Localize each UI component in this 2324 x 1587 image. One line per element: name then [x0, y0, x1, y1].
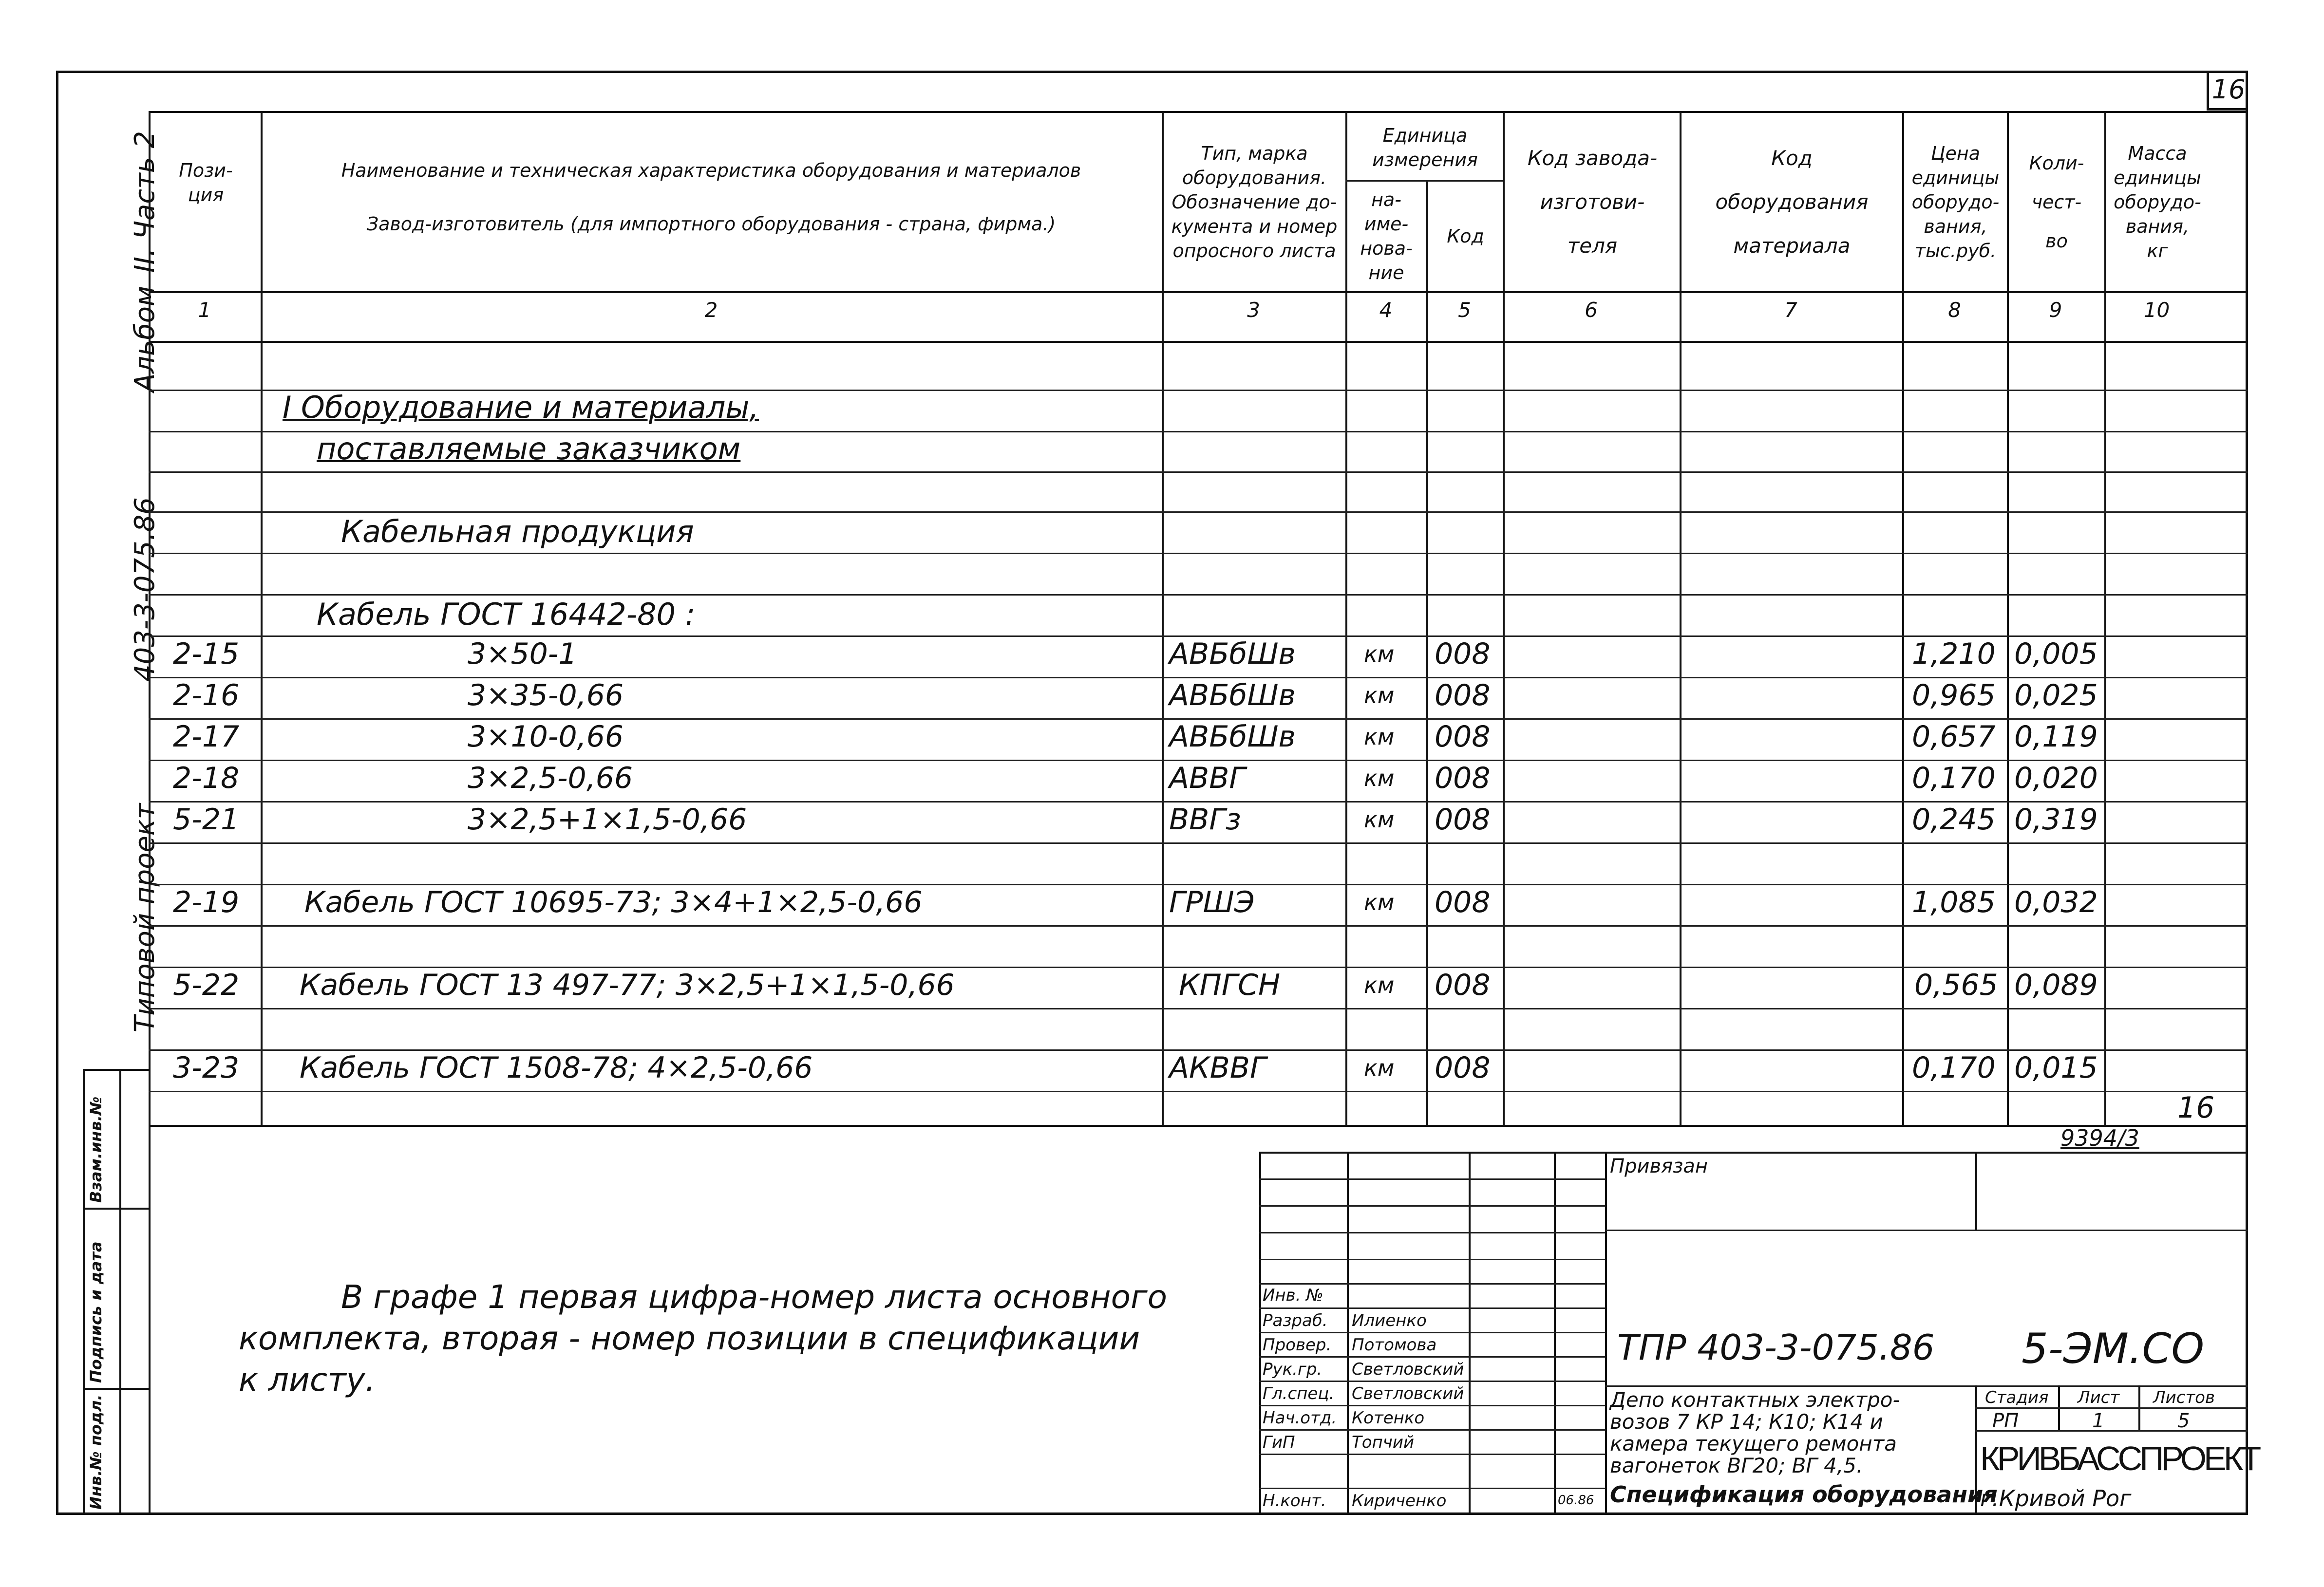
sheet-title: Спецификация оборудования	[1610, 1481, 1998, 1508]
stage-value: РП	[1992, 1410, 2019, 1432]
row-name: 3×50-1	[468, 637, 577, 671]
row-name: Кабель ГОСТ 10695-73; 3×4+1×2,5-0,66	[304, 885, 923, 919]
stamp-role: Разраб.	[1263, 1311, 1328, 1330]
row-pos: 5-22	[173, 968, 240, 1002]
row-unit: км	[1364, 972, 1395, 998]
row-type: ГРШЭ	[1169, 885, 1255, 919]
organization-city: г.Кривой Рог	[1980, 1485, 2132, 1512]
organization: КРИВБАССПРОЕКТ	[1980, 1439, 2259, 1477]
row-code: 008	[1435, 720, 1491, 754]
left-strip-inv: Инв.№ подл.	[87, 1394, 105, 1510]
row-type: АВБбШв	[1169, 678, 1296, 712]
header-price: Цена единицы оборудо- вания, тыс.руб.	[1911, 143, 2000, 261]
stamp-role: Рук.гр.	[1263, 1360, 1323, 1379]
row-unit: км	[1364, 765, 1395, 791]
header-type: Тип, марка оборудования. Обозначение до- кумента и номер опросного листа	[1171, 143, 1338, 261]
row-price: 0,565	[1914, 968, 1998, 1002]
header-maker-code: Код завода- изготови- теля	[1527, 146, 1658, 258]
row-code: 008	[1435, 637, 1491, 671]
header-unit: Единица измерения	[1372, 124, 1478, 170]
row-pos: 2-18	[173, 761, 240, 795]
object-line2: возов 7 КР 14; К10; К14 и	[1610, 1410, 1883, 1434]
row-price: 1,210	[1912, 637, 1996, 671]
row-code: 008	[1435, 803, 1491, 837]
col-num-4: 4	[1379, 298, 1393, 322]
header-equipment-code: Код оборудования материала	[1715, 146, 1869, 258]
row-qty: 0,005	[2014, 637, 2098, 671]
row-code: 008	[1435, 678, 1491, 712]
left-strip-sign: Подпись и дата	[87, 1241, 105, 1383]
row-price: 0,657	[1912, 720, 1996, 754]
row-unit: км	[1364, 1055, 1395, 1081]
section-subtitle: Кабельная продукция	[341, 514, 694, 549]
header-unit-code: Код	[1447, 225, 1484, 247]
col-num-6: 6	[1585, 298, 1598, 322]
row-type: ВВГз	[1169, 803, 1241, 837]
stamp-name: Потомова	[1352, 1335, 1437, 1355]
header-unit-name: на- име- нова- ние	[1360, 189, 1413, 283]
row-qty: 0,032	[2014, 885, 2098, 919]
row-type: АКВВГ	[1169, 1051, 1266, 1085]
row-price: 0,170	[1912, 761, 1996, 795]
cable-group: Кабель ГОСТ 16442-80 :	[317, 597, 696, 632]
row-code: 008	[1435, 968, 1491, 1002]
doc-code: ТПР 403-3-075.86	[1617, 1327, 1935, 1368]
row-pos: 2-17	[173, 720, 240, 754]
row-qty: 0,089	[2014, 968, 2098, 1002]
stamp-name: Илиенко	[1352, 1311, 1427, 1330]
sheets-label: Листов	[2153, 1388, 2215, 1407]
row-code: 008	[1435, 1051, 1491, 1085]
row-name: 3×10-0,66	[468, 720, 624, 754]
row-price: 0,245	[1912, 803, 1996, 837]
side-title-project: Типовой проект	[129, 803, 161, 1032]
row-name: 3×2,5-0,66	[468, 761, 633, 795]
sheets-value: 5	[2177, 1410, 2190, 1432]
row-qty: 0,015	[2014, 1051, 2098, 1085]
side-title-album: Альбом	[129, 285, 161, 392]
note-line1: В графе 1 первая цифра-номер листа основного	[341, 1278, 1168, 1316]
col-num-3: 3	[1247, 298, 1260, 322]
archive-number: 9394/3	[2060, 1125, 2139, 1151]
col-num-9: 9	[2049, 298, 2062, 322]
side-title-code: 403-3-075.86	[129, 497, 161, 682]
stamp-name: Топчий	[1352, 1433, 1415, 1452]
stamp-role: Провер.	[1263, 1335, 1332, 1355]
note-line3: к листу.	[239, 1361, 376, 1399]
stamp-name: Светловский	[1352, 1360, 1464, 1379]
row-unit: км	[1364, 889, 1395, 915]
row-unit: км	[1364, 724, 1395, 750]
stamp-date: 06.86	[1558, 1493, 1594, 1508]
left-strip-replace: Взам.инв.№	[87, 1096, 105, 1203]
sheet-number: 16	[2207, 71, 2248, 111]
col-num-8: 8	[1948, 298, 1961, 322]
row-qty: 0,020	[2014, 761, 2098, 795]
page-mark: 16	[2177, 1091, 2215, 1125]
row-price: 1,085	[1912, 885, 1996, 919]
header-name-line1: Наименование и техническая характеристика оборудования и материалов	[341, 160, 1081, 181]
row-unit: км	[1364, 682, 1395, 709]
stamp-role: ГиП	[1263, 1433, 1295, 1452]
row-pos: 2-16	[173, 678, 240, 712]
row-qty: 0,119	[2014, 720, 2098, 754]
stamp-name: Кириченко	[1352, 1491, 1447, 1511]
row-qty: 0,319	[2014, 803, 2098, 837]
row-unit: км	[1364, 806, 1395, 833]
header-position: Пози- ция	[179, 160, 233, 205]
section-title-line2: поставляемые заказчиком	[317, 431, 741, 467]
row-pos: 2-15	[173, 637, 240, 671]
col-num-10: 10	[2143, 298, 2170, 322]
row-type: АВБбШв	[1169, 720, 1296, 754]
section-title-line1: I Оборудование и материалы,	[283, 390, 759, 425]
row-name: 3×35-0,66	[468, 678, 624, 712]
row-name: 3×2,5+1×1,5-0,66	[468, 803, 747, 837]
row-type: АВБбШв	[1169, 637, 1296, 671]
object-line4: вагонеток ВГ20; ВГ 4,5.	[1610, 1454, 1863, 1477]
col-num-5: 5	[1458, 298, 1471, 322]
row-unit: км	[1364, 641, 1395, 667]
row-code: 008	[1435, 761, 1491, 795]
header-name-line2: Завод-изготовитель (для импортного оборудования - страна, фирма.)	[366, 213, 1056, 235]
object-line1: Депо контактных электро-	[1610, 1388, 1900, 1412]
row-pos: 2-19	[173, 885, 240, 919]
stamp-name: Котенко	[1352, 1408, 1425, 1428]
stamp-role: Нач.отд.	[1263, 1408, 1337, 1428]
row-type: КПГСН	[1179, 968, 1281, 1002]
row-code: 008	[1435, 885, 1491, 919]
stamp-attached: Привязан	[1610, 1155, 1708, 1177]
stamp-role: Н.конт.	[1263, 1491, 1326, 1511]
row-pos: 3-23	[173, 1051, 240, 1085]
sheet-label: Лист	[2078, 1388, 2120, 1407]
side-title-part: II. Часть 2	[129, 131, 161, 273]
stamp-inv: Инв. №	[1263, 1286, 1323, 1305]
col-num-2: 2	[704, 298, 718, 322]
row-name: Кабель ГОСТ 13 497-77; 3×2,5+1×1,5-0,66	[300, 968, 955, 1002]
row-price: 0,170	[1912, 1051, 1996, 1085]
object-line3: камера текущего ремонта	[1610, 1432, 1897, 1456]
stage-label: Стадия	[1985, 1388, 2049, 1407]
stamp-role: Гл.спец.	[1263, 1384, 1335, 1403]
header-mass: Масса единицы оборудо- вания, кг	[2114, 143, 2201, 261]
note-line2: комплекта, вторая - номер позиции в спецификации	[239, 1320, 1140, 1357]
doc-mark: 5-ЭМ.СО	[2022, 1325, 2205, 1373]
col-num-7: 7	[1784, 298, 1797, 322]
stamp-name: Светловский	[1352, 1384, 1464, 1403]
row-qty: 0,025	[2014, 678, 2098, 712]
sheet-value: 1	[2092, 1410, 2105, 1432]
col-num-1: 1	[198, 298, 211, 322]
row-price: 0,965	[1912, 678, 1996, 712]
row-pos: 5-21	[173, 803, 240, 837]
row-type: АВВГ	[1169, 761, 1246, 795]
header-quantity: Коли- чест- во	[2029, 152, 2084, 252]
row-name: Кабель ГОСТ 1508-78; 4×2,5-0,66	[300, 1051, 813, 1085]
